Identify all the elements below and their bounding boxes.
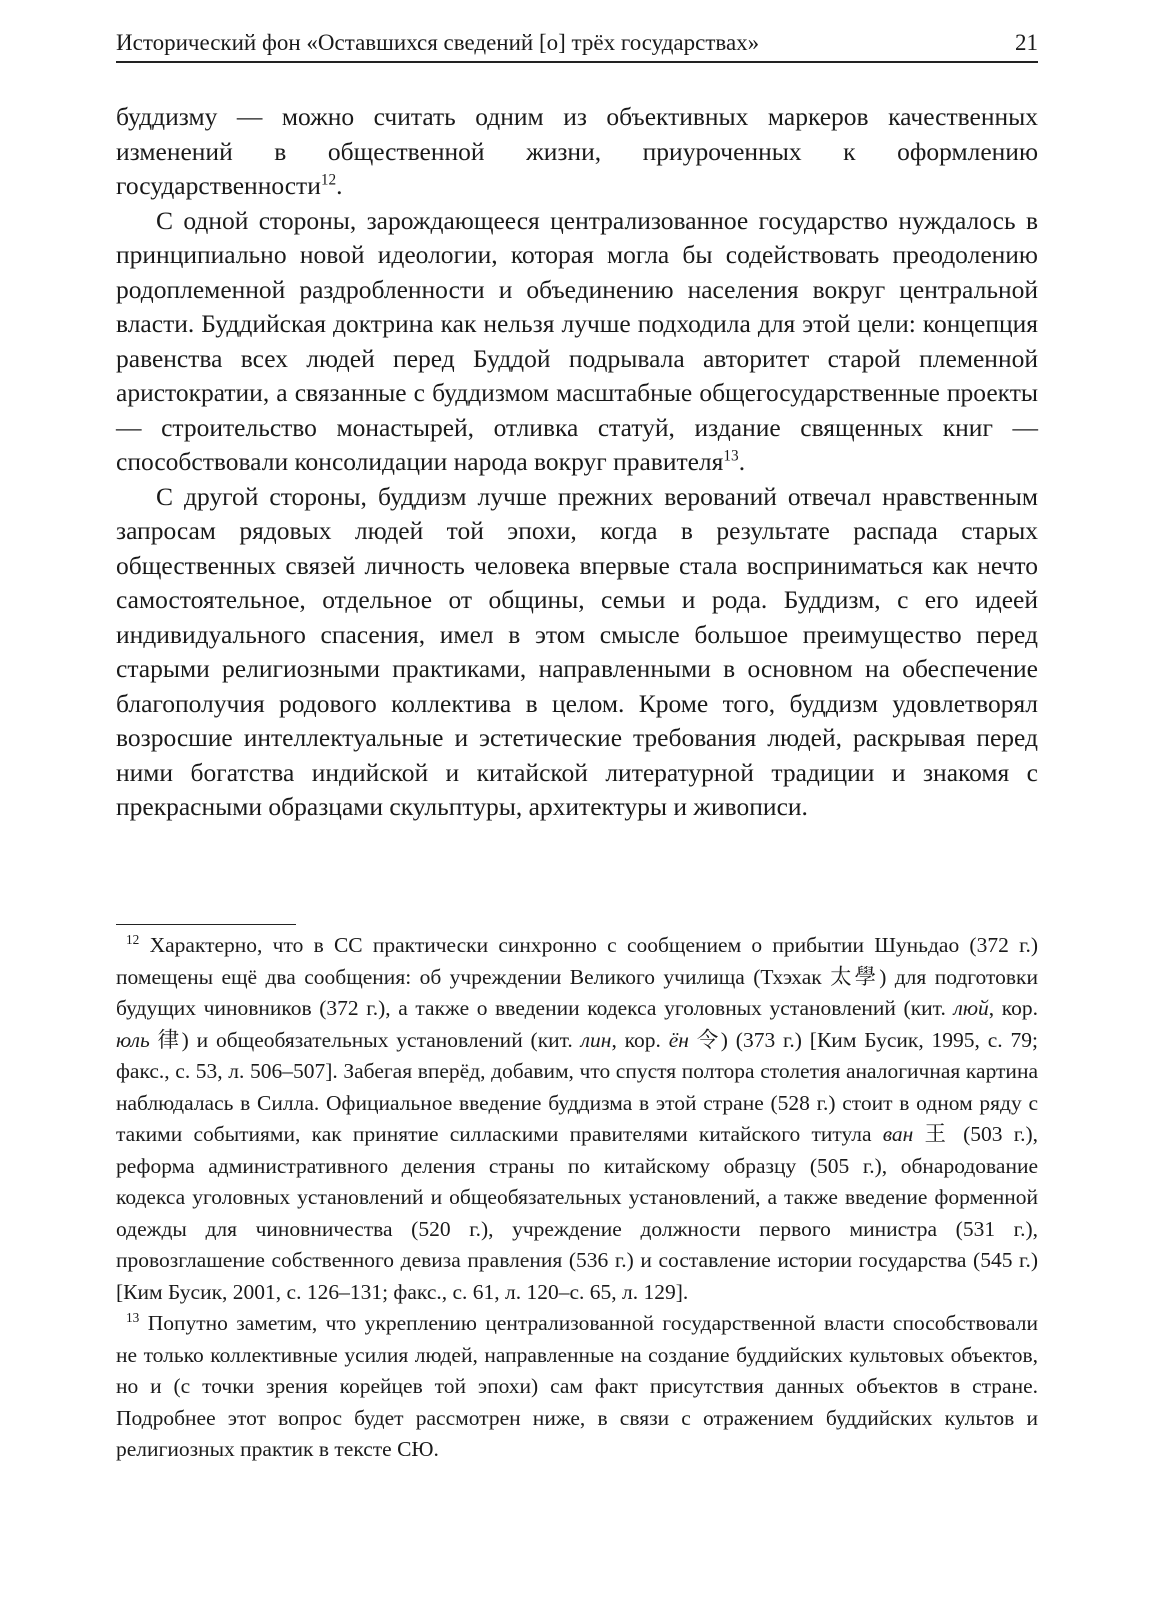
- paragraph-3: С другой стороны, буддизм лучше прежних верований отвечал нравственным запросам рядовых людей той эпохи, когда в результате распада старых общественных связей личность человека впервые стала восприниматься как нечто самостоятельное, отдельное от общины, семьи и рода. Буддизм, с его идеей индивидуального спасения, имел в этом смысле большое преимущество перед старыми религиозными практиками, направленными в основном на обеспечение благополучия родового коллектива в целом. Кроме того, буддизм удовлетворял возросшие интеллектуальные и эстетические требования людей, раскрывая перед ними богатства индийской и китайской литературной традиции и знакомя с прекрасными образцами скульптуры, архитектуры и живописи.: [116, 481, 1038, 821]
- footnote-separator: [116, 924, 296, 925]
- footnote-mark-12: 12: [126, 931, 140, 947]
- footnote-ref-13[interactable]: 13: [723, 447, 739, 465]
- running-header: [116, 30, 1038, 63]
- page-number: 21: [1015, 30, 1038, 55]
- paragraph-1: буддизму — можно считать одним из объективных маркеров качественных изменений в общественной жизни, приуроченных к оформлению государственности$^{12}$.: [116, 102, 1038, 200]
- footnote-13: $^{13}$ Попутно заметим, что укреплению централизованной государственной власти способствовали не только коллективные усилия людей, направленные на создание буддийских культовых объектов, но и (с точки зрения корейцев той эпохи) сам факт присутствия данных объектов в стране. Подробнее этот вопрос будет рассмотрен ниже, в связи с отражением буддийских культов и религиозных практик в тексте СЮ.: [116, 1309, 1039, 1461]
- footnote-ref-12[interactable]: 12: [320, 171, 337, 189]
- footnote-mark-13: 13: [126, 1309, 140, 1325]
- main-text: [116, 100, 1038, 825]
- footnotes: [116, 930, 1038, 1466]
- running-title: Исторический фон «Оставшихся сведений [о] трёх государствах»: [116, 30, 760, 55]
- paragraph-2: С одной стороны, зарождающееся централизованное государство нуждалось в принципиально новой идеологии, которая могла бы содействовать преодолению родоплеменной раздробленности и объединению населения вокруг центральной власти. Буддийская доктрина как нельзя лучше подходила для этой цели: концепция равенства всех людей перед Буддой подрывала авторитет старой племенной аристократии, а связанные с буддизмом масштабные общегосударственные проекты — строительство монастырей, отливка статуй, издание священных книг — способствовали консолидации народа вокруг правителя$^{13}$.: [116, 205, 1038, 476]
- footnote-12: $^{12}$ Характерно, что в СС практически синхронно с сообщением о прибытии Шуньдао (372 г.) помещены ещё два сообщения: об учреждении Великого училища (Тхэхак 太學) для подготовки будущих чиновников (372 г.), а также о введении кодекса уголовных установлений (кит. люй, кор. юль 律) и общеобязательных установлений (кит. лин, кор. ён 令) (373 г.) [Ким Бусик, 1995, с. 79; факс., с. 53, л. 506–507]. Забегая вперёд, добавим, что спустя полтора столетия аналогичная картина наблюдалась в Силла. Официальное введение буддизма в этой стране (528 г.) стоит в одном ряду с такими событиями, как принятие силласкими правителями китайского титула ван 王 (503 г.), реформа административного деления страны по китайскому образцу (505 г.), обнародование кодекса уголовных установлений и общеобязательных установлений, а также введение форменной одежды для чиновничества (520 г.), учреждение должности первого министра (531 г.), провозглашение собственного девиза правления (536 г.) и составление истории государства (545 г.) [Ким Бусик, 2001, с. 126–131; факс., с. 61, л. 120–с. 65, л. 129].: [116, 931, 1039, 1304]
